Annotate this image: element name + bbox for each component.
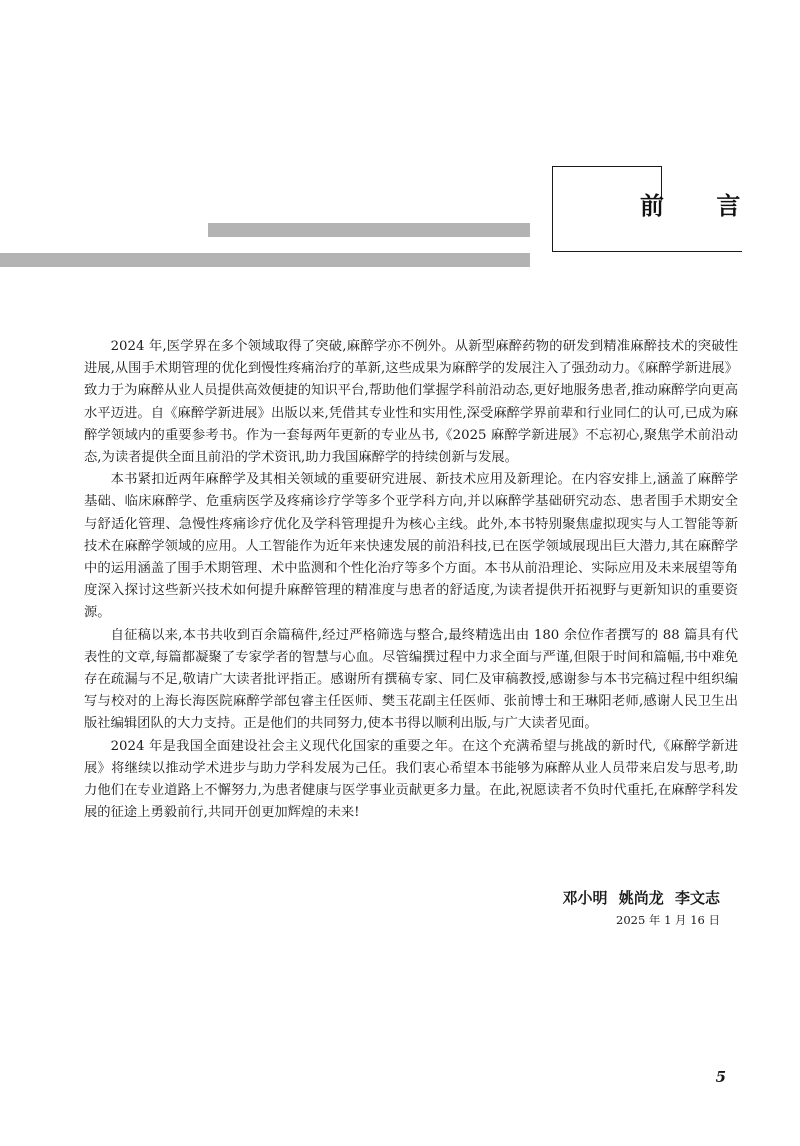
signature-date: 2025 年 1 月 16 日: [616, 913, 720, 927]
paragraph-4: 2024 年是我国全面建设社会主义现代化国家的重要之年。在这个充满希望与挑战的新时代,《麻醉学新进展》将继续以推动学术进步与助力学科发展为己任。我们衷心希望本书能够为麻醉从业人员带来启发与思考,助力他们在专业道路上不懈努力,为患者健康与医学事业贡献更多力量。在此,祝愿读者不负时代重托,在麻醉学科发展的征途上勇毅前行,共同开创更加辉煌的未来!: [84, 738, 738, 821]
paragraph-1: 2024 年,医学界在多个领域取得了突破,麻醉学亦不例外。从新型麻醉药物的研发到精准麻醉技术的突破性进展,从围手术期管理的优化到慢性疼痛治疗的革新,这些成果为麻醉学的发展注入了强劲动力。《麻醉学新进展》致力于为麻醉从业人员提供高效便捷的知识平台,帮助他们掌握学科前沿动态,更好地服务患者,推动麻醉学向更高水平迈进。自《麻醉学新进展》出版以来,凭借其专业性和实用性,深受麻醉学界前辈和行业同仁的认可,已成为麻醉学领域内的重要参考书。作为一套每两年更新的专业丛书,《2025 麻醉学新进展》不忘初心,聚焦学术前沿动态,为读者提供全面且前沿的学术资讯,助力我国麻醉学的持续创新与发展。: [84, 339, 738, 466]
decorative-bar-lower: [0, 253, 530, 267]
paragraph-3: 自征稿以来,本书共收到百余篇稿件,经过严格筛选与整合,最终精选出由 180 余位作者撰写的 88 篇具有代表性的文章,每篇都凝聚了专家学者的智慧与心血。尽管编撰过程中力求全面与严谨,但限于时间和篇幅,书中难免存在疏漏与不足,敬请广大读者批评指正。感谢所有撰稿专家、同仁及审稿教授,感谢参与本书完稿过程中组织编写与校对的上海长海医院麻醉学部包睿主任医师、樊玉花副主任医师、张前博士和王琳阳老师,感谢人民卫生出版社编辑团队的大力支持。正是他们的共同努力,使本书得以顺利出版,与广大读者见面。: [84, 627, 738, 732]
page-title: 前 言: [640, 191, 763, 220]
page-number: 5: [715, 1068, 726, 1086]
author-signature: 邓小明 姚尚龙 李文志: [562, 889, 720, 907]
preface-body: [84, 336, 738, 824]
decorative-bar-upper: [208, 223, 530, 237]
paragraph-2: 本书紧扣近两年麻醉学及其相关领域的重要研究进展、新技术应用及新理论。在内容安排上,涵盖了麻醉学基础、临床麻醉学、危重病医学及疼痛诊疗学等多个亚学科方向,并以麻醉学基础研究动态、患者围手术期安全与舒适化管理、急慢性疼痛诊疗优化及学科管理提升为核心主线。此外,本书特别聚焦虚拟现实与人工智能等新技术在麻醉学领域的应用。人工智能作为近年来快速发展的前沿科技,已在医学领域展现出巨大潜力,其在麻醉学中的运用涵盖了围手术期管理、术中监测和个性化治疗等多个方面。本书从前沿理论、实际应用及未来展望等角度深入探讨这些新兴技术如何提升麻醉管理的精准度与患者的舒适度,为读者提供开拓视野与更新知识的重要资源。: [84, 472, 738, 621]
